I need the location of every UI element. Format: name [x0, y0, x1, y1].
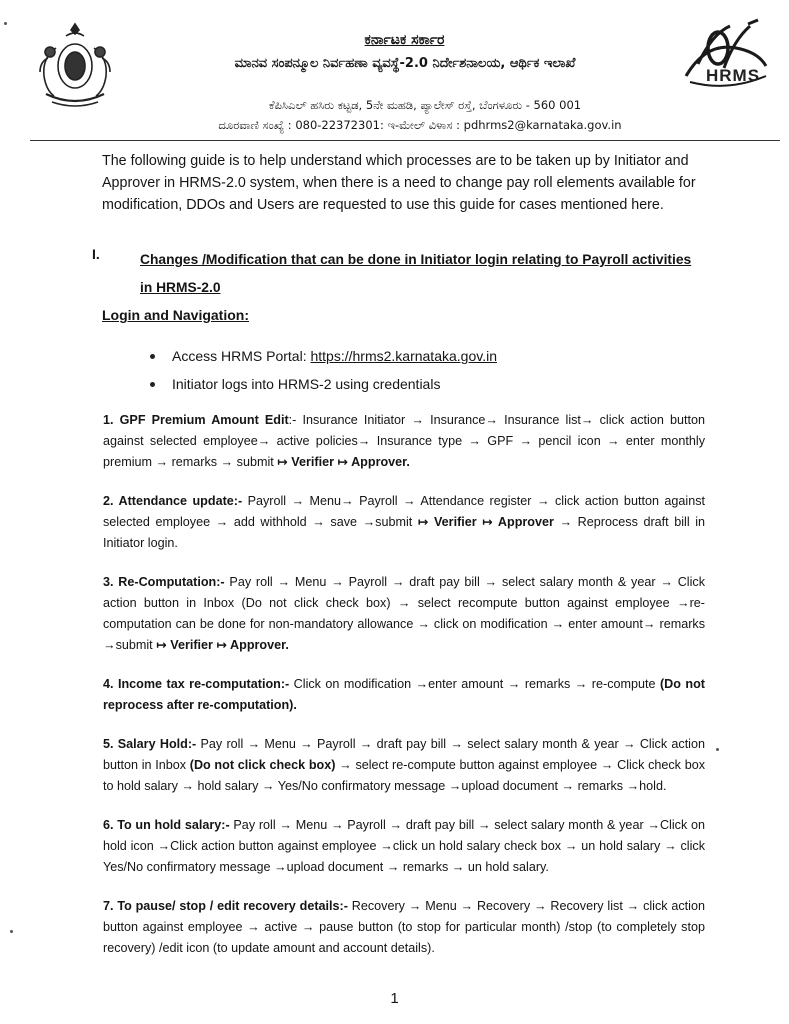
contact-line: ದೂರವಾಣಿ ಸಂಖ್ಯೆ : 080-22372301: ಇ-ಮೇಲ್ ವಿಳಾಸ : pdhrms2@karnataka.gov.in — [218, 118, 622, 132]
bullet-access-portal-text: Access HRMS Portal: — [172, 348, 311, 364]
bullet-initiator-login-text: Initiator logs into HRMS-2 using credentials — [172, 376, 441, 392]
scan-speck — [716, 748, 719, 751]
step-title: 6. To un hold salary:- — [103, 818, 230, 832]
step-approval: ↦ Verifier ↦ Approver. — [156, 638, 289, 652]
login-bullet-list — [146, 342, 497, 398]
step-approval: ↦ Verifier ↦ Approver. — [277, 455, 410, 469]
department-title: ಮಾನವ ಸಂಪನ್ಮೂಲ ನಿರ್ವಹಣಾ ವ್ಯವಸ್ಥೆ-2.0 ನಿರ್ದೇಶನಾಲಯ, ಆರ್ಥಿಕ ಇಲಾಖೆ — [234, 56, 576, 71]
step-recovery-details — [103, 896, 705, 959]
step-title: 1. GPF Premium Amount Edit — [103, 413, 289, 427]
step-text: Click on modification →enter amount → remarks → re-compute — [289, 677, 660, 691]
step-text-tail: → Reprocess draft bill in Initiator login. — [103, 515, 706, 550]
step-note: (Do not click check box) — [189, 758, 336, 772]
steps-list — [103, 410, 705, 977]
header-divider — [30, 140, 780, 141]
government-title: ಕರ್ನಾಟಕ ಸರ್ಕಾರ — [364, 32, 445, 48]
section-number: I. — [92, 246, 100, 262]
login-navigation-heading: Login and Navigation: — [102, 307, 249, 323]
hrms-portal-link[interactable]: https://hrms2.karnataka.gov.in — [310, 348, 497, 364]
step-salary-hold — [103, 734, 705, 797]
bullet-access-portal — [146, 342, 497, 370]
step-text: Pay roll → Menu → Payroll → draft pay bill → select salary month & year → Click action button in Inbox — [103, 737, 705, 772]
step-text: :- Insurance Initiator → Insurance→ Insurance list→ click action button against selected employee→ active policies→ Insurance type → GPF → pencil icon → enter monthly premium → remarks → submit — [103, 413, 705, 469]
step-title: 2. Attendance update:- — [103, 494, 243, 508]
bullet-initiator-login — [146, 370, 497, 398]
step-title: 5. Salary Hold:- — [103, 737, 197, 751]
step-unhold-salary — [103, 815, 705, 878]
step-text: Pay roll → Menu → Payroll → draft pay bill → select salary month & year → Click action button in Inbox (Do not click check box) → select recompute button against employee →re-computation can be done for non-mandatory allowance → click on modification → enter amount→ remarks →submit — [103, 575, 705, 652]
step-text: Recovery → Menu → Recovery → Recovery list → click action button against employee → active → pause button (to stop for particular month) /stop (to completely stop recovery) /edit icon (to update amount and account details). — [103, 899, 705, 955]
step-income-tax — [103, 674, 705, 716]
step-approval: ↦ Verifier ↦ Approver — [417, 515, 554, 529]
scan-speck — [4, 22, 7, 25]
step-title: 4. Income tax re-computation:- — [103, 677, 290, 691]
step-gpf-premium — [103, 410, 705, 473]
step-re-computation — [103, 572, 705, 656]
step-title: 7. To pause/ stop / edit recovery details:- — [103, 899, 348, 913]
page-number: 1 — [390, 990, 399, 1007]
step-note: (Do not reprocess after re-computation). — [103, 677, 705, 712]
step-text: Pay roll → Menu → Payroll → draft pay bill → select salary month & year →Click on hold icon →Click action button against employee →click un hold salary check box → un hold salary → click Yes/No confirmatory message →upload document → remarks → un hold salary. — [103, 818, 705, 874]
step-text: Payroll → Menu→ Payroll → Attendance register → click action button against selected employee → add withhold → save →submit — [103, 494, 705, 529]
scan-speck — [10, 930, 13, 933]
intro-paragraph: The following guide is to help understand which processes are to be taken up by Initiator and Approver in HRMS-2.0 system, when there is a need to change pay roll elements available for modification, DDOs and Users are requested to use this guide for cases mentioned here. — [102, 153, 696, 213]
section-title: Changes /Modification that can be done in Initiator login relating to Payroll activities in HRMS-2.0 — [140, 252, 692, 295]
step-text-tail: → select re-compute button against employee → Click check box to hold salary → hold salary → Yes/No confirmatory message →upload document → remarks →hold. — [103, 758, 705, 793]
step-title: 3. Re-Computation:- — [103, 575, 225, 589]
hrms-logo-text: HRMS — [706, 66, 761, 85]
address-line: ಕೆಪಿಸಿಎಲ್ ಹಸಿರು ಕಟ್ಟಡ, 5ನೇ ಮಹಡಿ, ಪ್ಯಾಲೇಸ್ ರಸ್ತೆ, ಬೆಂಗಳೂರು - 560 001 — [268, 98, 582, 112]
step-attendance-update — [103, 491, 705, 554]
